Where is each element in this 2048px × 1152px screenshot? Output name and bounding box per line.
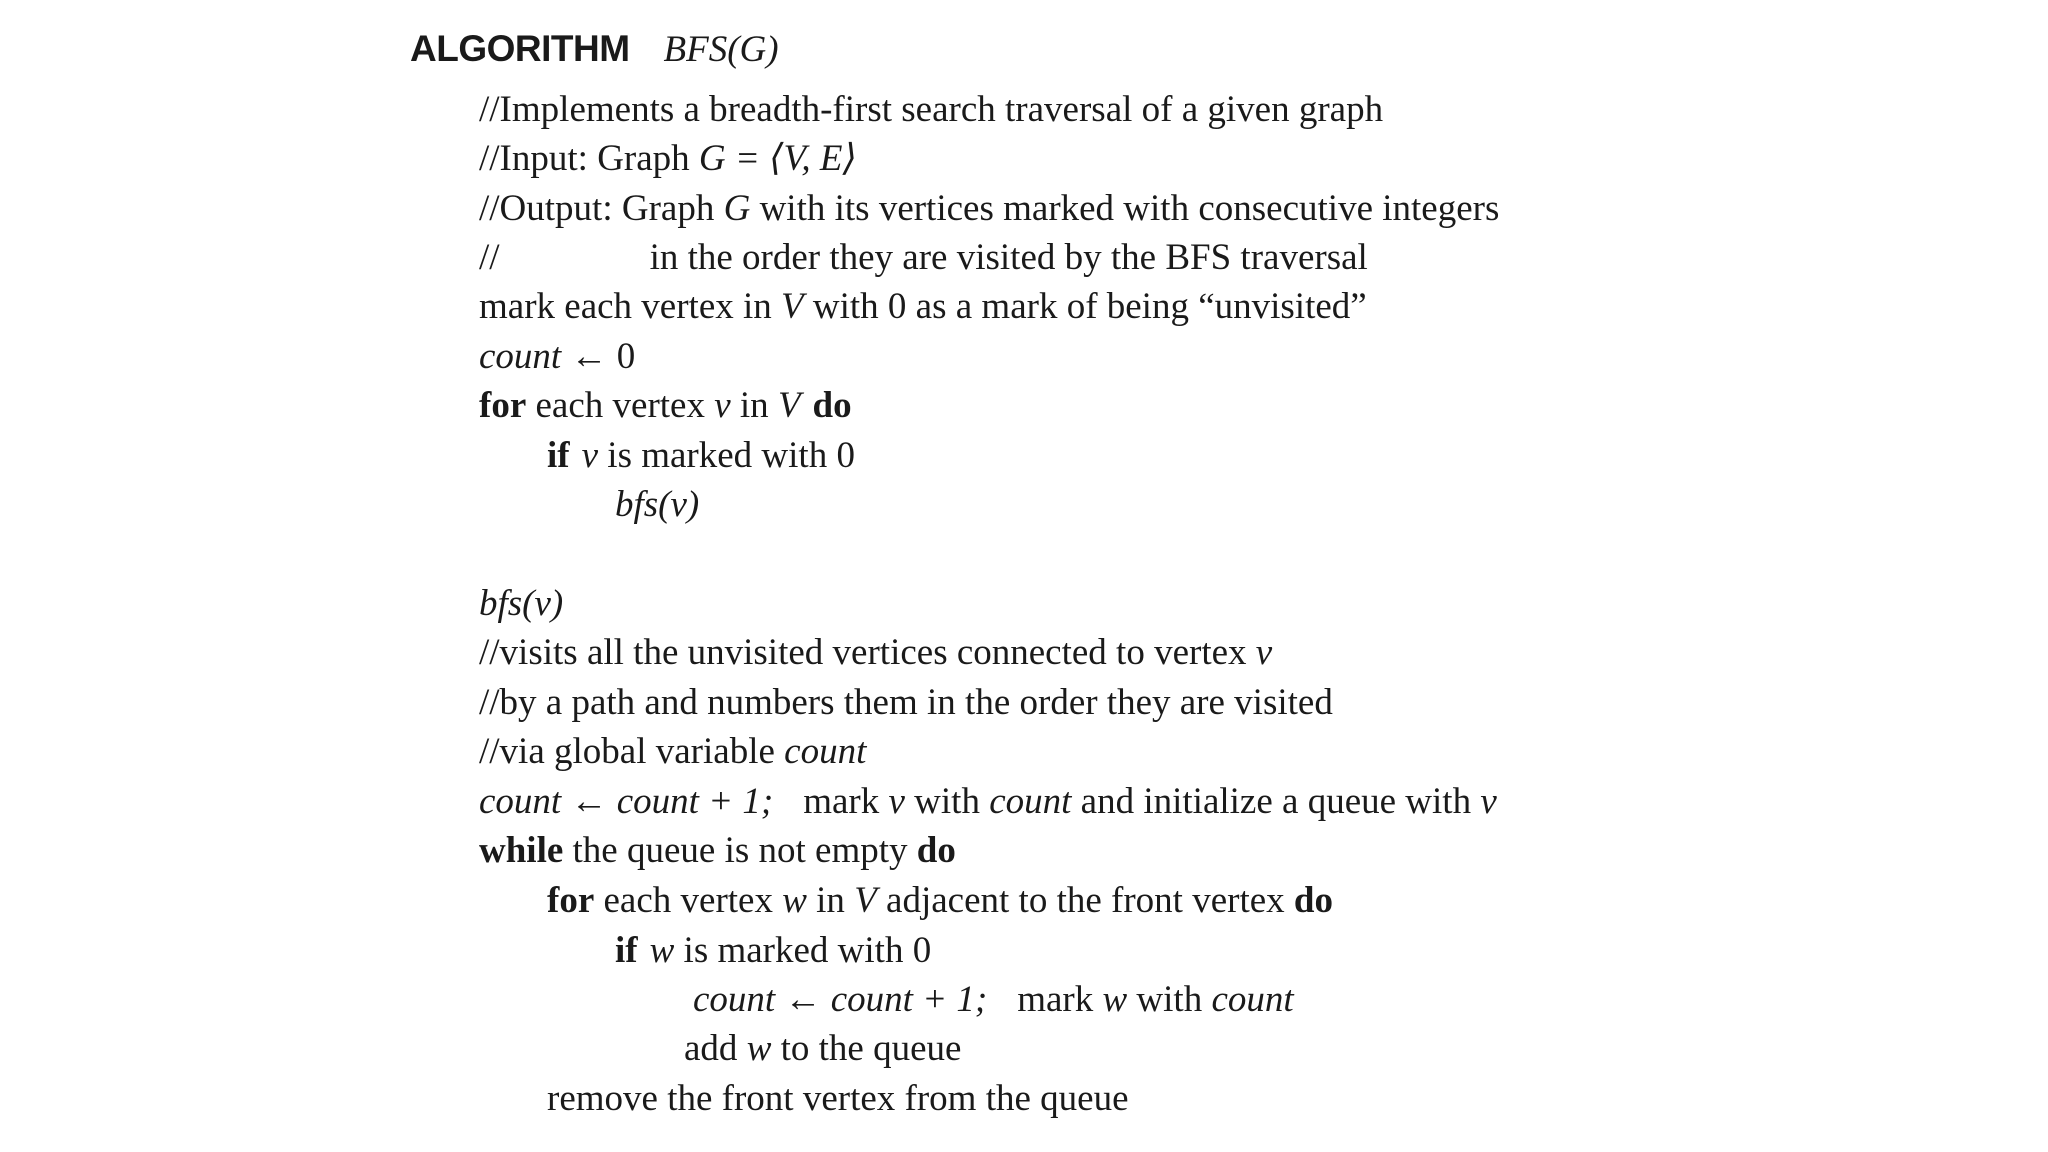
stmt-text: each vertex <box>594 880 783 921</box>
keyword-do: do <box>916 830 956 871</box>
comment-line-1 <box>479 91 1383 128</box>
comment-text: with its vertices marked with consecutive integers <box>750 188 1500 229</box>
increment-line <box>693 981 1294 1018</box>
comment-line-input <box>479 140 857 177</box>
stmt-text: is marked with 0 <box>674 930 932 971</box>
var-v: v <box>1255 632 1273 673</box>
comment-text: //Input: Graph <box>479 138 699 179</box>
stmt-text: in <box>730 385 778 426</box>
var-count: count <box>479 336 562 377</box>
stmt-text: with <box>1127 979 1212 1020</box>
bfs-init-line <box>479 783 1497 820</box>
var-w: w <box>746 1028 772 1069</box>
stmt-text: to the queue <box>771 1028 962 1069</box>
stmt-text: adjacent to the front vertex <box>876 880 1294 921</box>
keyword-do: do <box>812 385 852 426</box>
var-v: v <box>1480 781 1497 822</box>
count-increment: count ← count + 1; <box>479 781 774 822</box>
stmt-text: with 0 as a mark of being “unvisited” <box>803 286 1367 327</box>
stmt-text: the queue is not empty <box>563 830 917 871</box>
stmt-text: mark each vertex in <box>479 286 782 327</box>
bfs-comment-2: //by a path and numbers them in the order they are visited <box>479 682 1333 723</box>
comment-text: //via global variable <box>479 731 785 772</box>
bfs-comment-1 <box>479 634 1272 671</box>
var-G: G <box>723 188 751 229</box>
graph-definition: G = ⟨V, E⟩ <box>698 138 857 179</box>
assign-text: ← 0 <box>561 336 636 377</box>
comment-text: in the order they are visited by the BFS traversal <box>649 237 1368 278</box>
stmt-text: each vertex <box>526 385 715 426</box>
var-V: V <box>777 385 801 426</box>
remove-line: remove the front vertex from the queue <box>547 1078 1129 1119</box>
algorithm-label: ALGORITHM <box>410 28 630 69</box>
keyword-if: if <box>547 435 570 476</box>
add-line <box>684 1030 961 1067</box>
if-line <box>547 437 855 474</box>
var-count: count <box>989 781 1072 822</box>
keyword-for: for <box>547 880 595 921</box>
bfs-call-line: bfs(v) <box>615 484 700 525</box>
stmt-text: is marked with 0 <box>598 435 855 476</box>
comment-line-output-cont <box>479 239 1368 276</box>
stmt-text: in <box>806 880 855 921</box>
comment-line-output <box>479 190 1499 227</box>
keyword-while: while <box>479 830 564 871</box>
count-increment: count ← count + 1; <box>693 979 988 1020</box>
var-V: V <box>854 880 877 921</box>
mark-line <box>479 288 1367 325</box>
stmt-text: and initialize a queue with <box>1071 781 1481 822</box>
var-count: count <box>1211 979 1294 1020</box>
stmt-text: add <box>684 1028 747 1069</box>
count-init-line <box>479 338 635 375</box>
keyword-do: do <box>1293 880 1333 921</box>
keyword-if: if <box>615 930 638 971</box>
stmt-text: with <box>904 781 990 822</box>
inner-if-line <box>615 932 931 969</box>
keyword-for: for <box>479 385 527 426</box>
stmt-text: mark <box>803 781 889 822</box>
inner-for-line <box>547 882 1333 919</box>
bfs-comment-3 <box>479 733 866 770</box>
comment-text: //Implements a breadth-first search traversal of a given graph <box>479 89 1384 130</box>
var-w: w <box>782 880 807 921</box>
algorithm-header <box>410 28 779 71</box>
comment-slash: // <box>479 237 500 278</box>
comment-text: //Output: Graph <box>479 188 724 229</box>
comment-text: //visits all the unvisited vertices connected to vertex <box>479 632 1256 673</box>
var-w: w <box>1102 979 1128 1020</box>
for-line <box>479 387 852 424</box>
var-w: w <box>649 930 675 971</box>
while-line <box>479 832 956 869</box>
var-count: count <box>784 731 867 772</box>
var-v: v <box>888 781 905 822</box>
var-v: v <box>714 385 731 426</box>
bfs-signature: bfs(v) <box>479 583 564 624</box>
stmt-text: mark <box>1017 979 1103 1020</box>
var-v: v <box>581 435 599 476</box>
var-V: V <box>781 286 804 327</box>
algorithm-name: BFS(G) <box>663 29 779 70</box>
